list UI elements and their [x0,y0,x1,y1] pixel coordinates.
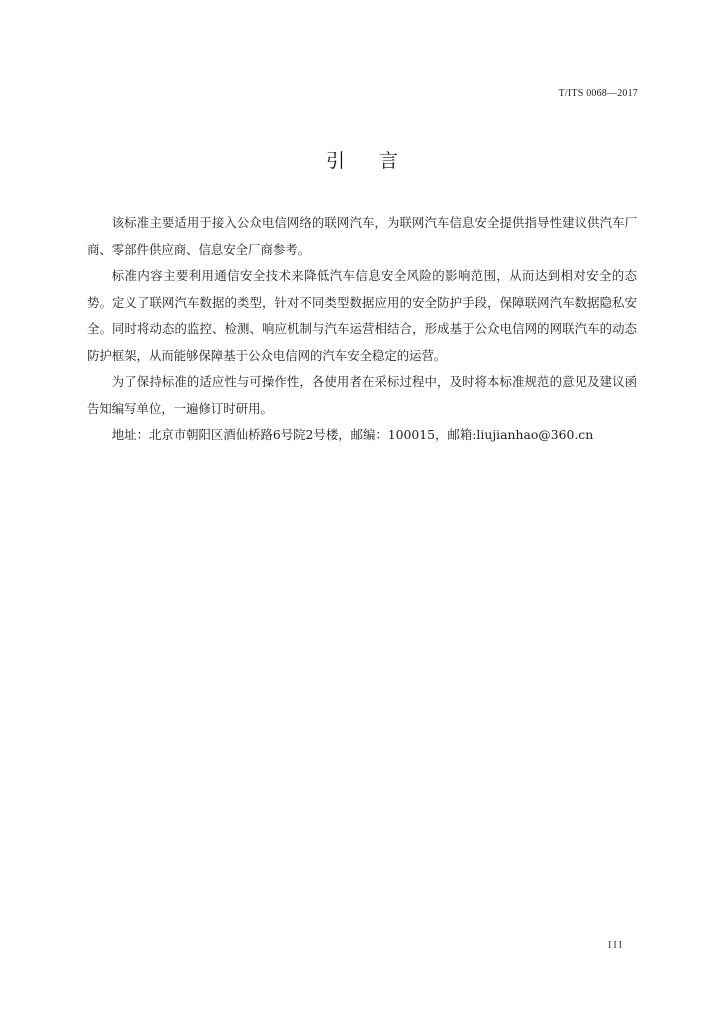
paragraph-address: 地址：北京市朝阳区酒仙桥路6号院2号楼，邮编：100015，邮箱:liujianhao@360.cn [111,427,594,442]
paragraph-content: 标准内容主要利用通信安全技术来降低汽车信息安全风险的影响范围，从而达到相对安全的态势。定义了联网汽车数据的类型，针对不同类型数据应用的安全防护手段，保障联网汽车数据隐私安全。同时将动态的监控、检测、响应机制与汽车运营相结合，形成基于公众电信网的网联汽车的动态防护框架，从而能够保障基于公众电信网的汽车安全稳定的运营。 [87,268,637,363]
paragraph-scope: 该标准主要适用于接入公众电信网络的联网汽车，为联网汽车信息安全提供指导性建议供汽车厂商、零部件供应商、信息安全厂商参考。 [87,215,637,257]
page-title: 引言 [325,150,432,172]
standard-code-header: T/ITS 0068—2017 [558,88,638,99]
page-number: III [608,940,624,951]
document-body [87,210,637,449]
paragraph-feedback: 为了保持标准的适应性与可操作性，各使用者在采标过程中，及时将本标准规范的意见及建议函告知编写单位，一遍修订时研用。 [87,374,637,416]
